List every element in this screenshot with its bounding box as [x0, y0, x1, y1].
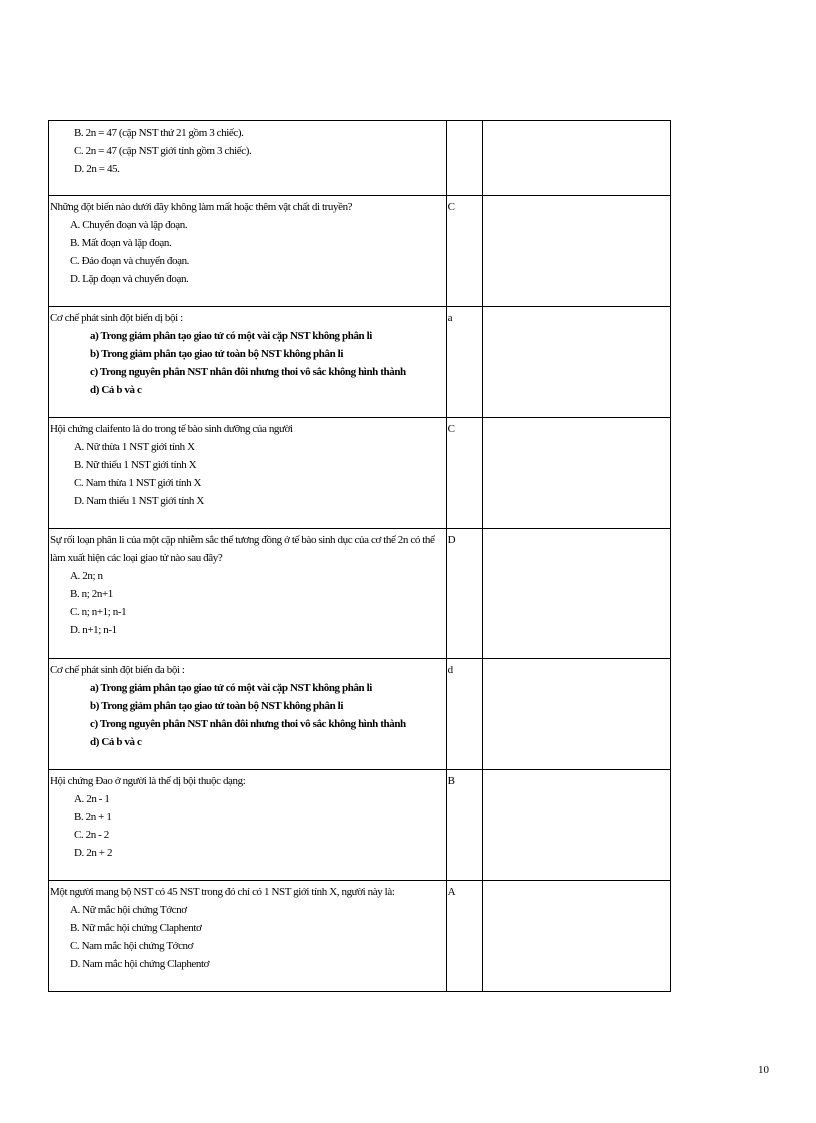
- option: D. 2n + 2: [74, 847, 113, 859]
- answer-cell: [446, 529, 482, 659]
- option: b) Trong giảm phân tạo giao tử toàn bộ NST không phân li: [90, 348, 343, 360]
- notes-cell: [482, 770, 670, 881]
- option: A. 2n - 1: [74, 793, 110, 805]
- question-cell: [49, 659, 447, 770]
- question-cell: [49, 881, 447, 992]
- answer-cell: [446, 307, 482, 418]
- table-row: [49, 121, 671, 196]
- option: B. 2n + 1: [74, 811, 112, 823]
- option: C. 2n = 47 (cặp NST giới tính gồm 3 chiếc).: [74, 145, 252, 157]
- option: B. Nữ mắc hội chứng Claphentơ: [70, 922, 202, 934]
- answer-cell: [446, 418, 482, 529]
- notes-cell: [482, 121, 670, 196]
- option: A. 2n; n: [70, 570, 103, 582]
- notes-cell: [482, 307, 670, 418]
- notes-cell: [482, 881, 670, 992]
- option: B. Mất đoạn và lặp đoạn.: [70, 237, 172, 249]
- question-stem: Hội chứng claifento là do trong tế bào sinh dưỡng của người: [50, 423, 293, 435]
- option: a) Trong giảm phân tạo giao tử có một vài cặp NST không phân li: [90, 330, 372, 342]
- answer-cell: [446, 196, 482, 307]
- answer-cell: [446, 659, 482, 770]
- option: D. n+1; n-1: [70, 624, 117, 636]
- question-stem: Những đột biến nào dưới đây không làm mất hoặc thêm vật chất di truyền?: [50, 201, 353, 213]
- question-stem: Sự rối loạn phân li của một cặp nhiễm sắc thể tương đồng ở tế bào sinh dục của cơ thể 2n có thể làm xuất hiện các loại giao tử nào sau đây?: [50, 534, 435, 564]
- option: C. n; n+1; n-1: [70, 606, 127, 618]
- question-cell: [49, 529, 447, 659]
- answer-cell: [446, 770, 482, 881]
- option: A. Nữ mắc hội chứng Tớcnơ: [70, 904, 187, 916]
- question-table: [48, 120, 671, 992]
- answer: a: [447, 312, 453, 324]
- option: C. 2n - 2: [74, 829, 109, 841]
- table-row: [49, 529, 671, 659]
- option: A. Chuyển đoạn và lặp đoạn.: [70, 219, 188, 231]
- table-row: [49, 659, 671, 770]
- answer: B: [447, 775, 455, 787]
- notes-cell: [482, 659, 670, 770]
- answer: C: [447, 423, 455, 435]
- notes-cell: [482, 529, 670, 659]
- answer-cell: [446, 881, 482, 992]
- option: D. 2n = 45.: [74, 163, 120, 175]
- table-row: [49, 881, 671, 992]
- notes-cell: [482, 196, 670, 307]
- option: D. Nam mắc hội chứng Claphentơ: [70, 958, 210, 970]
- option: B. Nữ thiếu 1 NST giới tính X: [74, 459, 197, 471]
- option: c) Trong nguyên phân NST nhân đôi nhưng thoi vô sắc không hình thành: [90, 366, 406, 378]
- table-row: [49, 770, 671, 881]
- question-cell: [49, 770, 447, 881]
- question-stem: Cơ chế phát sinh đột biến dị bội :: [50, 312, 183, 324]
- answer-cell: [446, 121, 482, 196]
- question-stem: Một người mang bộ NST có 45 NST trong đó chỉ có 1 NST giới tính X, người này là:: [50, 886, 395, 898]
- option: C. Nam mắc hội chứng Tớcnơ: [70, 940, 194, 952]
- option: A. Nữ thừa 1 NST giới tính X: [74, 441, 195, 453]
- question-cell: [49, 196, 447, 307]
- answer: C: [447, 201, 455, 213]
- option: D. Nam thiếu 1 NST giới tính X: [74, 495, 204, 507]
- question-stem: Hội chứng Đao ở người là thể dị bội thuộc dạng:: [50, 775, 246, 787]
- option: a) Trong giảm phân tạo giao tử có một vài cặp NST không phân li: [90, 682, 372, 694]
- page-number: 10: [758, 1064, 769, 1076]
- option: C. Nam thừa 1 NST giới tính X: [74, 477, 202, 489]
- option: B. n; 2n+1: [70, 588, 113, 600]
- question-cell: [49, 307, 447, 418]
- answer: [447, 121, 482, 123]
- table-row: [49, 196, 671, 307]
- answer: D: [447, 534, 456, 546]
- question-cell: [49, 121, 447, 196]
- answer: A: [447, 886, 456, 898]
- option: B. 2n = 47 (cặp NST thứ 21 gồm 3 chiếc).: [74, 127, 244, 139]
- option: C. Đảo đoạn và chuyển đoạn.: [70, 255, 190, 267]
- option: D. Lặp đoạn và chuyển đoạn.: [70, 273, 189, 285]
- notes-cell: [482, 418, 670, 529]
- question-cell: [49, 418, 447, 529]
- option: b) Trong giảm phân tạo giao tử toàn bộ NST không phân li: [90, 700, 343, 712]
- table-row: [49, 307, 671, 418]
- option: c) Trong nguyên phân NST nhân đôi nhưng thoi vô sắc không hình thành: [90, 718, 406, 730]
- answer: d: [447, 664, 454, 676]
- option: d) Cả b và c: [90, 736, 142, 748]
- option: d) Cả b và c: [90, 384, 142, 396]
- question-stem: Cơ chế phát sinh đột biến đa bội :: [50, 664, 185, 676]
- table-row: [49, 418, 671, 529]
